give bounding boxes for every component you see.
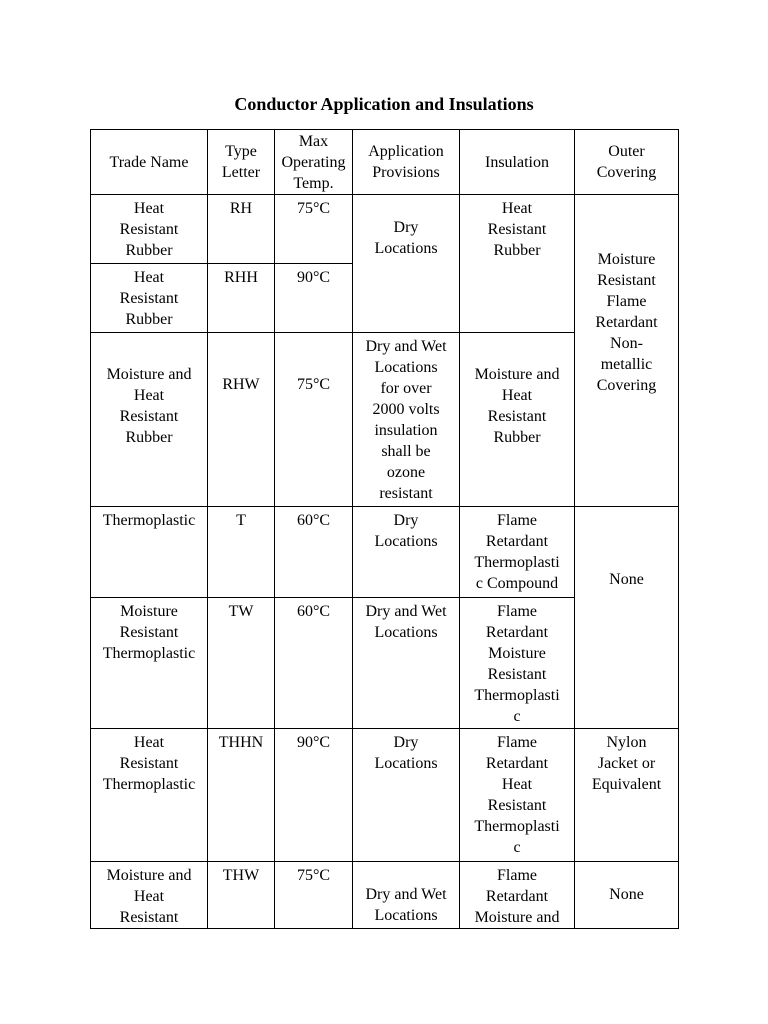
type-letter-cell: T [208,507,275,598]
conductor-table [90,129,679,929]
insulation-cell: Flame Retardant Moisture Resistant Thermoplasti c [460,598,575,729]
outer-covering-cell: None [575,507,679,729]
insulation-cell: Flame Retardant Heat Resistant Thermoplasti c [460,729,575,862]
page-title: Conductor Application and Insulations [234,94,534,114]
application-cell: Dry Locations [353,507,460,598]
application-cell: Dry and Wet Locations [353,862,460,929]
type-letter-cell: THHN [208,729,275,862]
max-temp-cell: 90°C [275,729,353,862]
type-letter-cell: THW [208,862,275,929]
header-application: Application Provisions [353,130,460,195]
trade-name-cell: Heat Resistant Thermoplastic [91,729,208,862]
outer-covering-cell: Nylon Jacket or Equivalent [575,729,679,862]
application-cell: Dry and Wet Locations for over 2000 volts insulation shall be ozone resistant [353,333,460,507]
max-temp-cell: 60°C [275,507,353,598]
max-temp-cell: 60°C [275,598,353,729]
max-temp-cell: 75°C [275,333,353,507]
max-temp-cell: 90°C [275,264,353,333]
outer-covering-cell: Moisture Resistant Flame Retardant Non- metallic Covering [575,195,679,507]
type-letter-cell: RHH [208,264,275,333]
application-cell: Dry and Wet Locations [353,598,460,729]
insulation-cell: Moisture and Heat Resistant Rubber [460,333,575,507]
header-insulation: Insulation [460,130,575,195]
insulation-cell: Flame Retardant Moisture and [460,862,575,929]
table-row [91,195,679,264]
header-type-letter: Type Letter [208,130,275,195]
application-cell: Dry Locations [353,195,460,333]
trade-name-cell: Moisture Resistant Thermoplastic [91,598,208,729]
header-outer-covering: Outer Covering [575,130,679,195]
table-row [91,862,679,929]
application-cell: Dry Locations [353,729,460,862]
header-row [91,130,679,195]
header-max-temp: Max Operating Temp. [275,130,353,195]
type-letter-cell: RHW [208,333,275,507]
outer-covering-cell: None [575,862,679,929]
type-letter-cell: TW [208,598,275,729]
header-trade-name: Trade Name [91,130,208,195]
insulation-cell: Flame Retardant Thermoplasti c Compound [460,507,575,598]
max-temp-cell: 75°C [275,862,353,929]
table-row [91,507,679,598]
trade-name-cell: Heat Resistant Rubber [91,264,208,333]
insulation-cell: Heat Resistant Rubber [460,195,575,333]
type-letter-cell: RH [208,195,275,264]
max-temp-cell: 75°C [275,195,353,264]
trade-name-cell: Moisture and Heat Resistant [91,862,208,929]
trade-name-cell: Heat Resistant Rubber [91,195,208,264]
trade-name-cell: Thermoplastic [91,507,208,598]
table-row [91,729,679,862]
trade-name-cell: Moisture and Heat Resistant Rubber [91,333,208,507]
